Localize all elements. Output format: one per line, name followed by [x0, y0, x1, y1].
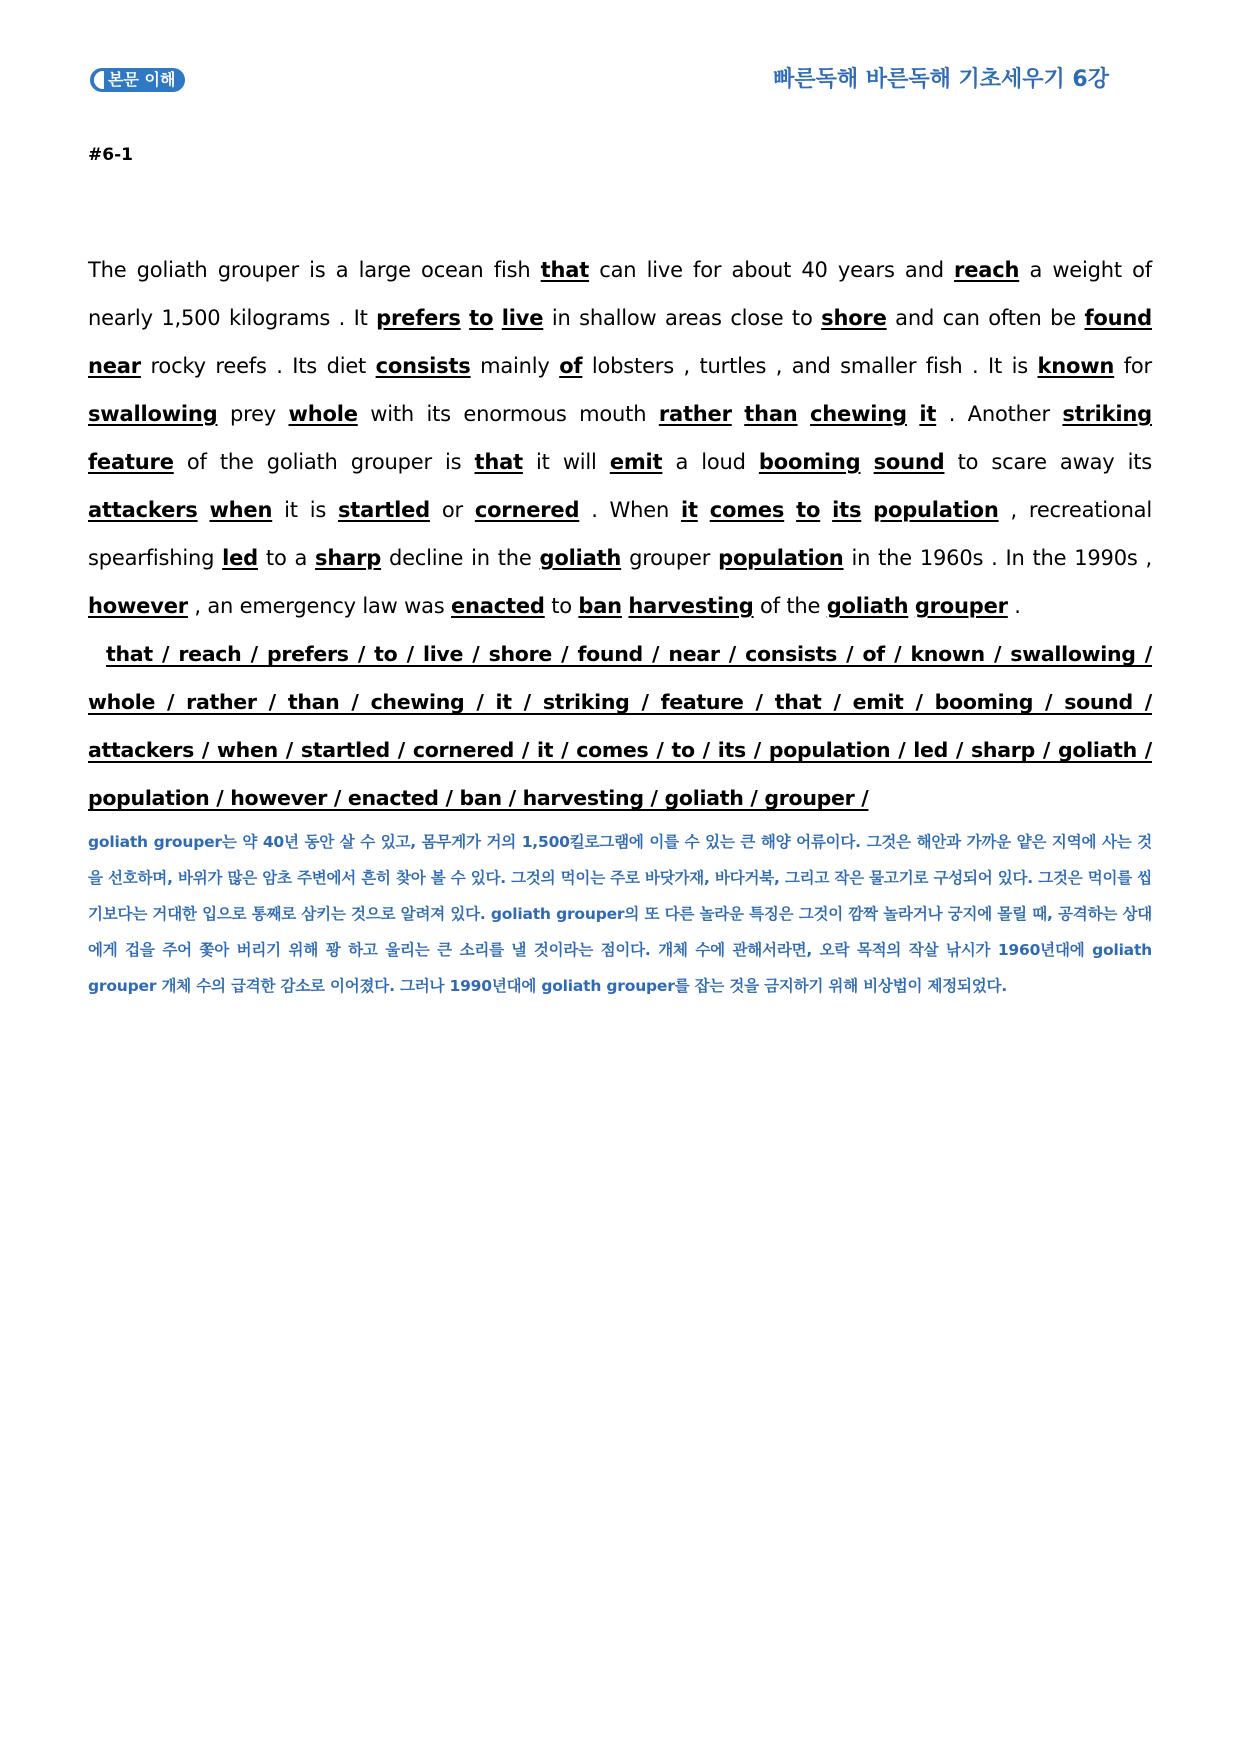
passage-text: [732, 402, 745, 426]
passage-text: , an emergency law was: [187, 594, 451, 618]
underlined-keyword: sound: [873, 450, 945, 474]
underlined-keyword: consists: [375, 354, 471, 378]
passage-text: [198, 498, 210, 522]
passage-text: of the goliath grouper is: [173, 450, 475, 474]
passage-text: [698, 498, 710, 522]
underlined-keyword: than: [744, 402, 798, 426]
passage-text: .: [1007, 594, 1021, 618]
underlined-keyword: goliath: [826, 594, 909, 618]
section-badge: [90, 68, 185, 92]
passage-text: and can often be: [886, 306, 1085, 330]
passage-text: decline in the: [381, 546, 540, 570]
passage-text: it is: [272, 498, 338, 522]
passage-text: [820, 498, 832, 522]
badge-label: 본문 이해: [108, 70, 176, 89]
passage-text: to scare away its: [944, 450, 1152, 474]
passage-text: it will: [522, 450, 610, 474]
passage-text: for: [1114, 354, 1152, 378]
underlined-keyword: live: [501, 306, 544, 330]
passage-text: The goliath grouper is a large ocean fish: [88, 258, 541, 282]
passage-text: can live for about 40 years and: [589, 258, 955, 282]
underlined-keyword: led: [222, 546, 259, 570]
passage-text: mainly: [470, 354, 560, 378]
passage-text: grouper: [621, 546, 719, 570]
underlined-keyword: population: [873, 498, 999, 522]
underlined-keyword: emit: [609, 450, 663, 474]
passage-text: [461, 306, 470, 330]
underlined-keyword: striking: [1062, 402, 1153, 426]
underlined-keyword: booming: [758, 450, 861, 474]
page-header-title: 빠른독해 바른독해 기초세우기 6강: [773, 67, 1109, 92]
underlined-keyword: goliath: [539, 546, 622, 570]
underlined-keyword: to: [796, 498, 821, 522]
passage-text: to a: [258, 546, 316, 570]
passage-text: [861, 498, 873, 522]
underlined-keyword: chewing: [810, 402, 907, 426]
english-passage: [88, 246, 1152, 630]
passage-text: [784, 498, 796, 522]
passage-text: with its enormous mouth: [357, 402, 659, 426]
underlined-keyword: swallowing: [88, 402, 218, 426]
underlined-keyword: when: [209, 498, 273, 522]
passage-text: lobsters , turtles , and smaller fish . It is: [582, 354, 1038, 378]
korean-translation: goliath grouper는 약 40년 동안 살 수 있고, 몸무게가 거의 1,500킬로그램에 이를 수 있는 큰 해양 어류이다. 그것은 해안과 가까운 얕은 지역에 사는 것을 선호하며, 바위가 많은 암초 주변에서 흔히 찾아 볼 수 있다. 그것의 먹이는 주로 바닷가재, 바다거북, 그리고 작은 물고기로 구성되어 있다. 그것은 먹이를 씹기보다는 거대한 입으로 통째로 삼키는 것으로 알려져 있다. goliath grouper의 또 다른 놀라운 특징은 그것이 깜짝 놀라거나 궁지에 몰릴 때, 공격하는 상대에게 겁을 주어 쫓아 버리기 위해 꽝 하고 울리는 큰 소리를 낼 것이라는 점이다. 개체 수에 관해서라면, 오락 목적의 작살 낚시가 1960년대에 goliath grouper 개체 수의 급격한 감소로 이어졌다. 그러나 1990년대에 goliath grouper를 잡는 것을 금지하기 위해 비상법이 제정되었다.: [88, 833, 1152, 995]
passage-text: rocky reefs . Its diet: [140, 354, 376, 378]
underlined-keyword: whole: [288, 402, 358, 426]
underlined-keyword: cornered: [474, 498, 580, 522]
passage-text: a weight of nearly 1,500 kilograms . It: [88, 258, 1152, 330]
underlined-keyword: attackers: [88, 498, 198, 522]
underlined-keyword: comes: [709, 498, 785, 522]
answer-key-line: that / reach / prefers / to / live / shore / found / near / consists / of / known / swallowing / whole / rather / than / chewing / it / striking / feature / that / emit / booming / sound / attackers / when / startled / cornered / it / comes / to / its / population / led / sharp / goliath / population / however / enacted / ban / harvesting / goliath / grouper /: [88, 642, 1152, 810]
passage-text: [493, 306, 502, 330]
underlined-keyword: ban: [578, 594, 622, 618]
underlined-keyword: shore: [821, 306, 887, 330]
underlined-keyword: grouper: [914, 594, 1008, 618]
underlined-keyword: sharp: [315, 546, 382, 570]
underlined-keyword: rather: [658, 402, 732, 426]
underlined-keyword: it: [680, 498, 698, 522]
passage-text: in shallow areas close to: [543, 306, 822, 330]
underlined-keyword: harvesting: [628, 594, 754, 618]
passage-text: or: [429, 498, 475, 522]
underlined-keyword: found: [1084, 306, 1152, 330]
passage-text: . When: [579, 498, 681, 522]
passage-text: to: [544, 594, 579, 618]
badge-half-circle-icon: [94, 71, 104, 89]
passage-text: [798, 402, 811, 426]
passage-text: of the: [753, 594, 827, 618]
underlined-keyword: prefers: [376, 306, 461, 330]
underlined-keyword: its: [832, 498, 862, 522]
passage-text: a loud: [662, 450, 759, 474]
passage-text: , recreational spearfishing: [88, 498, 1152, 570]
section-number: #6-1: [88, 145, 133, 165]
underlined-keyword: startled: [337, 498, 430, 522]
underlined-keyword: that: [540, 258, 590, 282]
underlined-keyword: to: [469, 306, 494, 330]
underlined-keyword: it: [919, 402, 937, 426]
underlined-keyword: enacted: [451, 594, 545, 618]
underlined-keyword: of: [559, 354, 583, 378]
underlined-keyword: feature: [88, 450, 174, 474]
underlined-keyword: population: [718, 546, 844, 570]
passage-text: [860, 450, 873, 474]
underlined-keyword: known: [1037, 354, 1115, 378]
passage-text: [907, 402, 920, 426]
passage-text: prey: [217, 402, 289, 426]
passage-text: . Another: [936, 402, 1063, 426]
underlined-keyword: reach: [954, 258, 1020, 282]
underlined-keyword: that: [474, 450, 523, 474]
passage-text: in the 1960s . In the 1990s ,: [843, 546, 1152, 570]
underlined-keyword: near: [88, 354, 141, 378]
underlined-keyword: however: [88, 594, 188, 618]
